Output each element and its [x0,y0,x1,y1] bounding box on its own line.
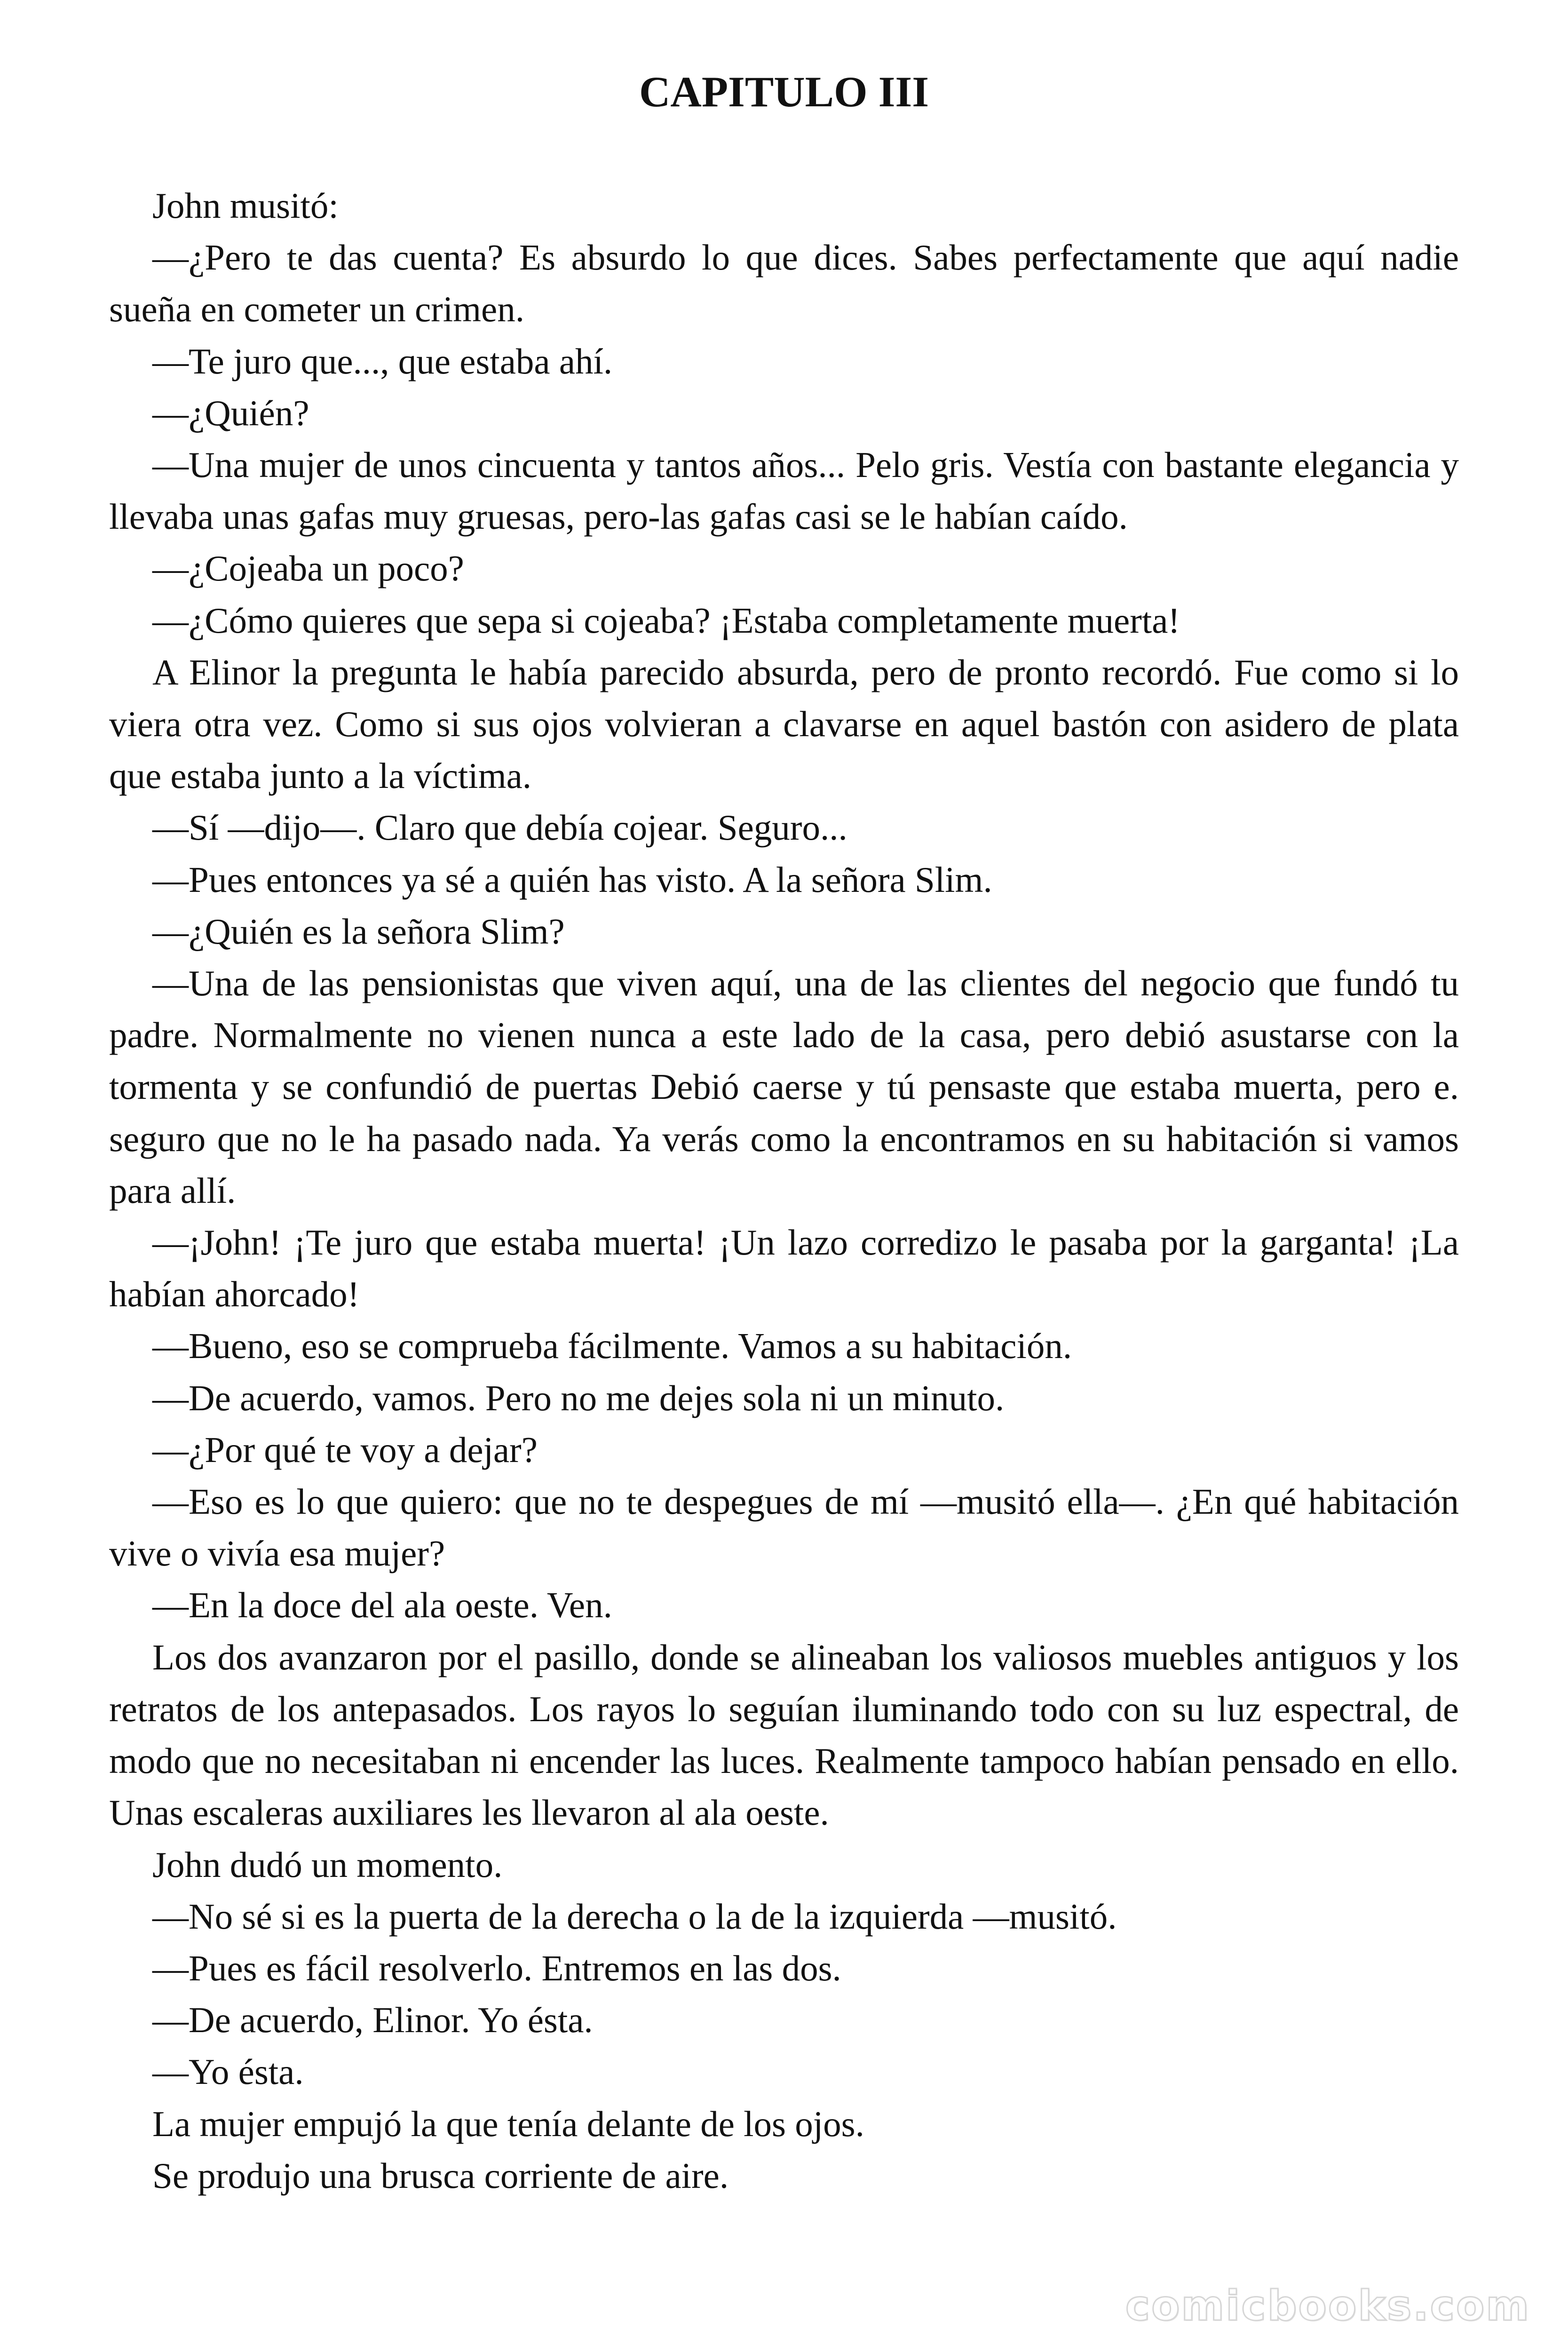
paragraph: —¿Quién? [152,392,309,433]
paragraph: —Una mujer de unos cincuenta y tantos años... Pelo gris. Vestía con bastante elegancia y llevaba unas gafas muy gruesas, pero-las gafas casi se le habían caído. [109,445,1459,537]
paragraph: John dudó un momento. [152,1844,503,1885]
paragraph: —No sé si es la puerta de la derecha o la de la izquierda —musitó. [152,1896,1117,1937]
watermark: comicbooks.com [1125,2281,1530,2330]
paragraph: Se produjo una brusca corriente de aire. [152,2155,729,2196]
paragraph: A Elinor la pregunta le había parecido absurda, pero de pronto recordó. Fue como si lo viera otra vez. Como si sus ojos volvieran a clavarse en aquel bastón con asidero de plata que estaba junto a la víctima. [109,652,1459,796]
paragraph: —Bueno, eso se comprueba fácilmente. Vamos a su habitación. [152,1326,1072,1367]
paragraph: —Pues entonces ya sé a quién has visto. A la señora Slim. [152,859,992,900]
paragraph: —¿Cómo quieres que sepa si cojeaba? ¡Estaba completamente muerta! [152,600,1180,641]
paragraph: —¿Por qué te voy a dejar? [152,1429,538,1470]
chapter-title: CAPITULO III [639,68,929,116]
paragraph: —De acuerdo, vamos. Pero no me dejes sola ni un minuto. [152,1377,1005,1418]
paragraph: —¿Pero te das cuenta? Es absurdo lo que dices. Sabes perfectamente que aquí nadie sueña en cometer un crimen. [109,237,1459,330]
paragraph: —Una de las pensionistas que viven aquí, una de las clientes del negocio que fundó tu padre. Normalmente no vienen nunca a este lado de la casa, pero debió asustarse con la tormenta y se confundió de puertas Debió caerse y tú pensaste que estaba muerta, pero e. seguro que no le ha pasado nada. Ya verás como la encontramos en su habitación si vamos para allí. [109,963,1459,1211]
paragraph: —En la doce del ala oeste. Ven. [152,1585,612,1626]
paragraph: —Eso es lo que quiero: que no te despegues de mí —musitó ella—. ¿En qué habitación vive o vivía esa mujer? [109,1481,1459,1574]
paragraph: Los dos avanzaron por el pasillo, donde se alineaban los valiosos muebles antiguos y los retratos de los antepasados. Los rayos lo seguían iluminando todo con su luz espectral, de modo que no necesitaban ni encender las luces. Realmente tampoco habían pensado en ello. Unas escaleras auxiliares les llevaron al ala oeste. [109,1637,1459,1833]
paragraph: —¿Quién es la señora Slim? [152,911,565,952]
chapter-body [109,180,1459,2201]
paragraph: —Yo ésta. [152,2051,304,2092]
paragraph: —Pues es fácil resolverlo. Entremos en las dos. [152,1947,841,1988]
paragraph: John musitó: [152,185,339,226]
paragraph: La mujer empujó la que tenía delante de los ojos. [152,2103,864,2144]
paragraph: —Te juro que..., que estaba ahí. [152,341,613,381]
paragraph: —¿Cojeaba un poco? [152,548,464,589]
paragraph: —Sí —dijo—. Claro que debía cojear. Seguro... [152,807,847,848]
paragraph: —De acuerdo, Elinor. Yo ésta. [152,2000,593,2041]
paragraph: —¡John! ¡Te juro que estaba muerta! ¡Un lazo corredizo le pasaba por la garganta! ¡La habían ahorcado! [109,1222,1459,1315]
